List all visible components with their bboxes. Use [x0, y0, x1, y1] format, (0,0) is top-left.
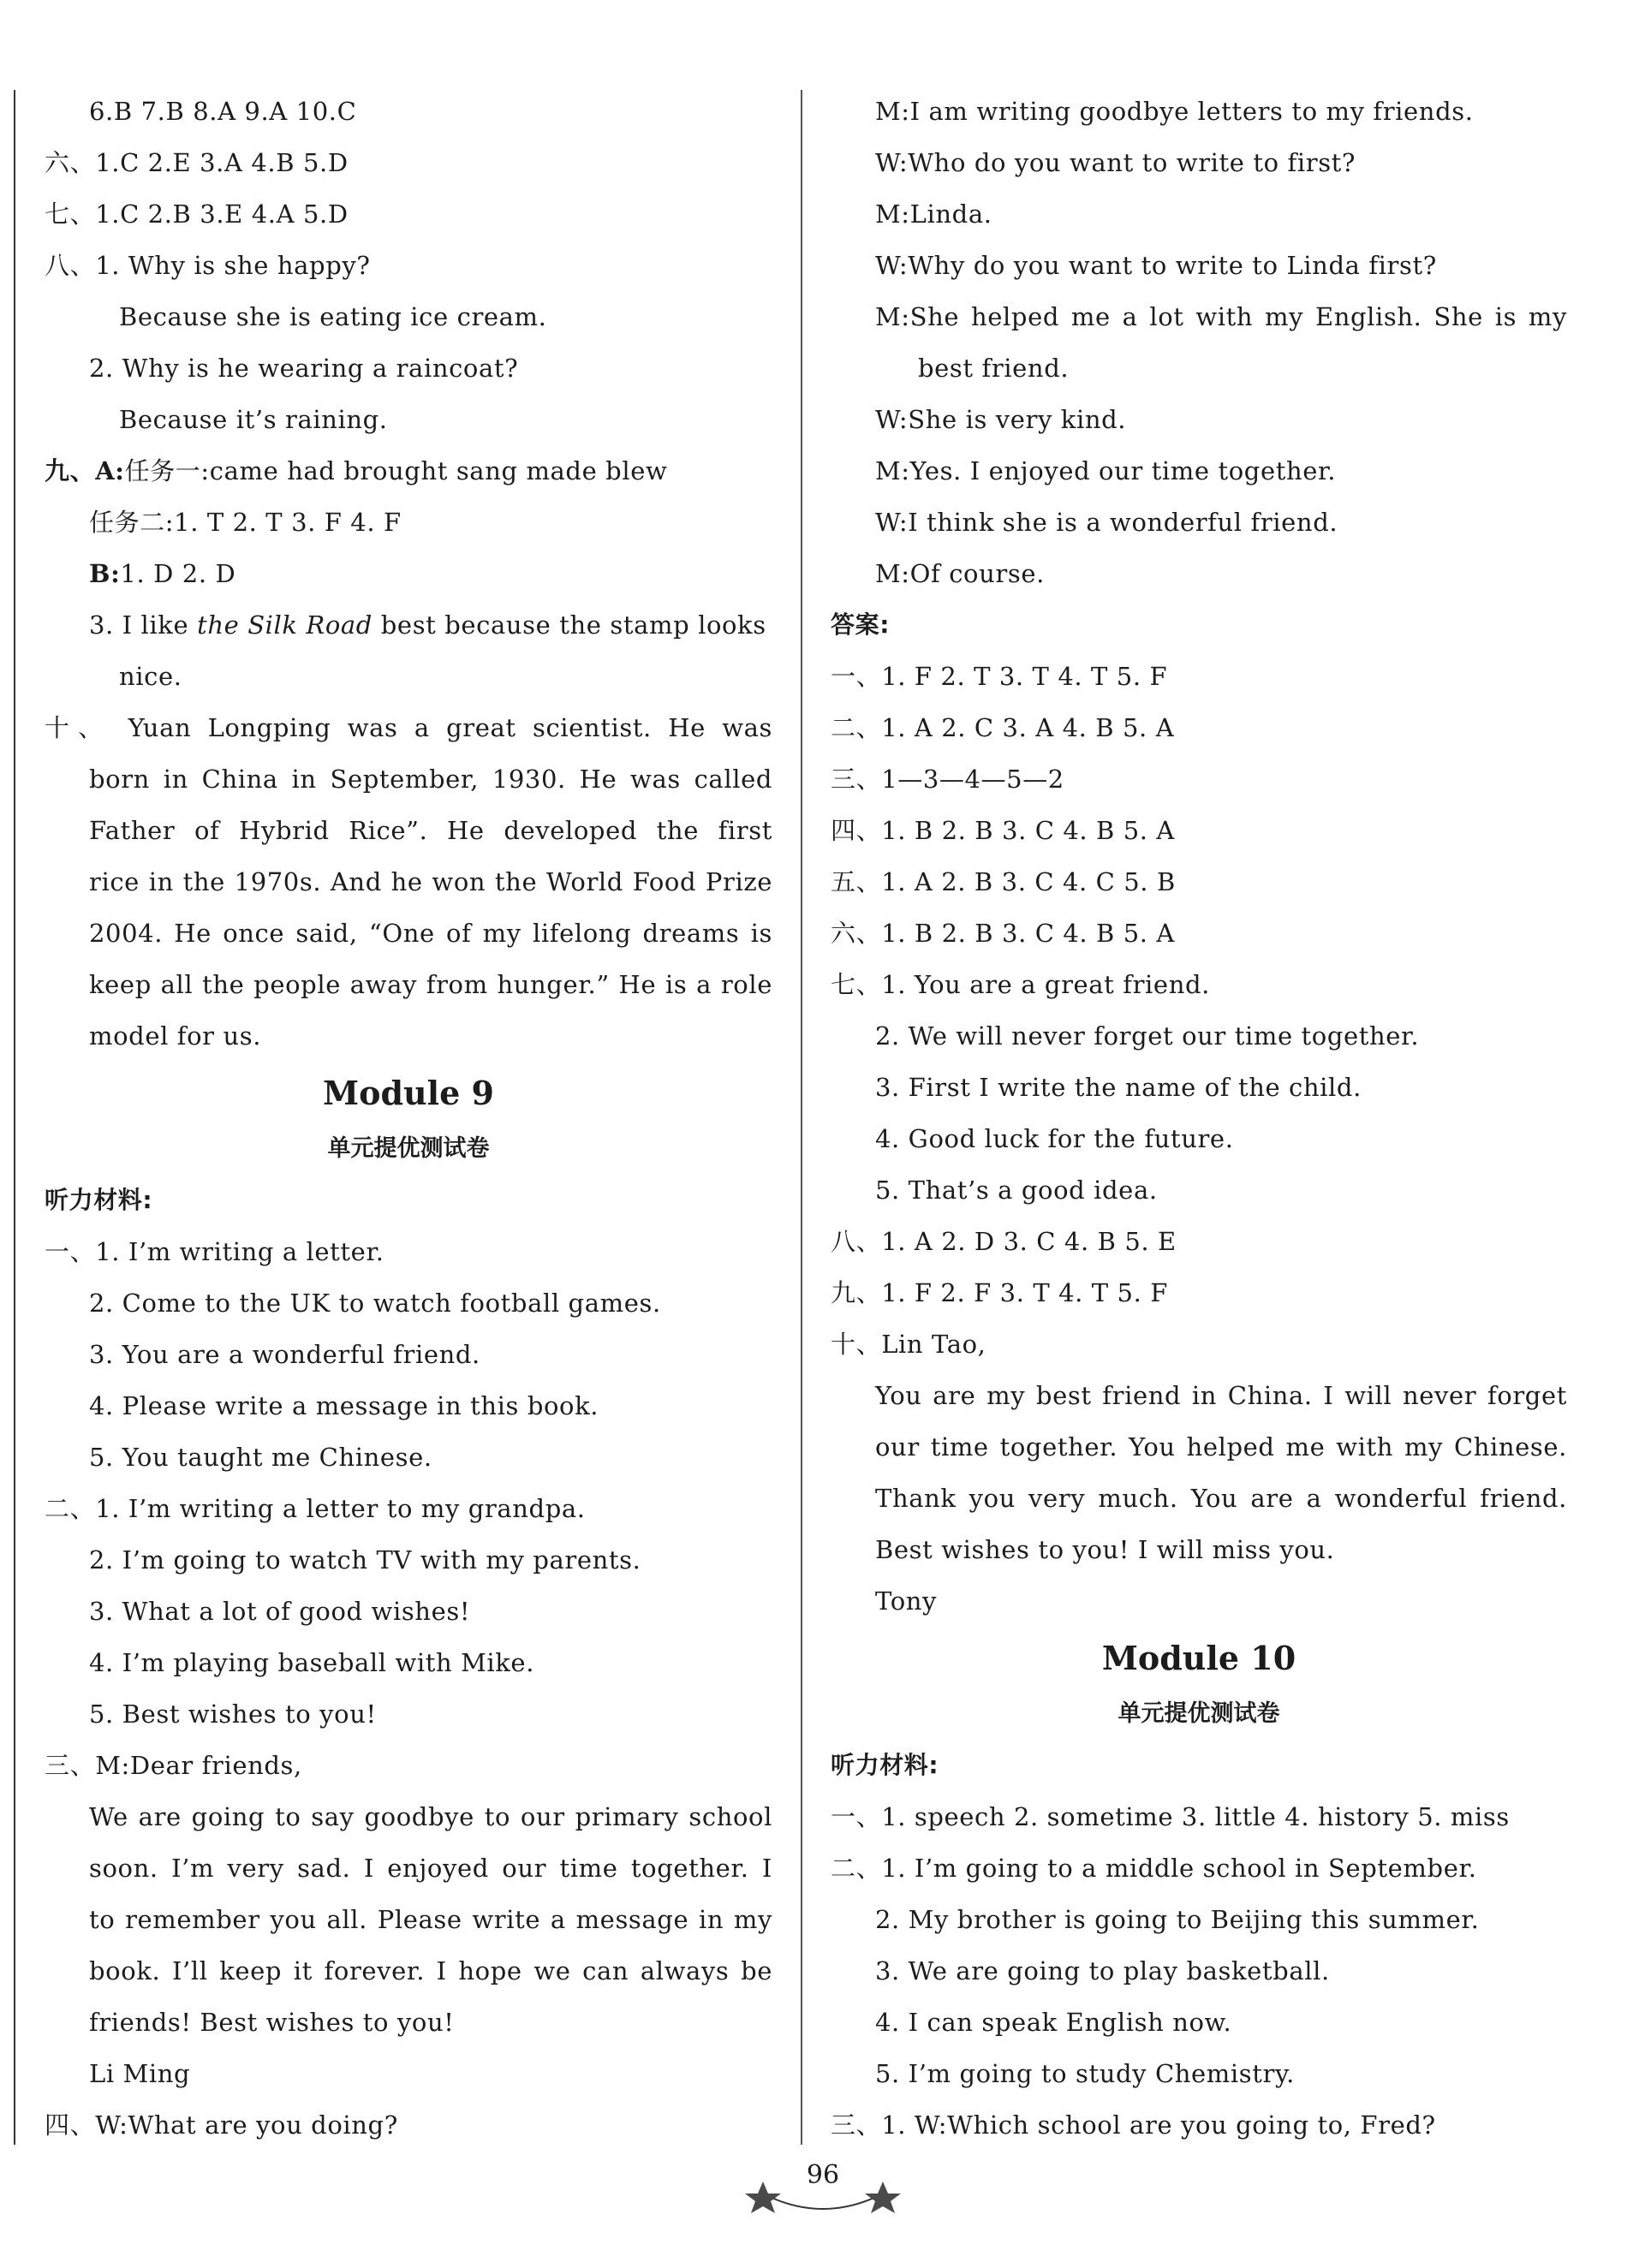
- script-line: W:Who do you want to write to first?: [875, 148, 1356, 177]
- paragraph-line: born in China in September, 1930. He was called: [89, 765, 772, 794]
- right-column: [831, 86, 1567, 2151]
- script-line: 3. We are going to play basketball.: [875, 1956, 1330, 1985]
- answer-line: 4. Good luck for the future.: [875, 1124, 1234, 1153]
- answer-line: 九、1. F 2. F 3. T 4. T 5. F: [831, 1278, 1168, 1307]
- paragraph-line: rice in the 1970s. And he won the World Food Prize: [89, 867, 772, 896]
- answer-text: 任务一:came had brought sang made blew: [124, 456, 668, 485]
- script-line: 4. Please write a message in this book.: [89, 1391, 599, 1420]
- paragraph-line: model for us.: [89, 1021, 262, 1051]
- answer-line: [45, 599, 772, 651]
- letter-line: Thank you very much. You are a wonderful friend.: [875, 1484, 1567, 1513]
- script-line: M:Of course.: [875, 559, 1045, 588]
- script-line: 三、M:Dear friends,: [45, 1751, 302, 1780]
- listening-heading: 听力材料:: [831, 1751, 939, 1779]
- script-line: 3. You are a wonderful friend.: [89, 1340, 480, 1369]
- script-line: book. I’ll keep it forever. I hope we can always be: [89, 1956, 772, 1985]
- answer-line: 七、1.C 2.B 3.E 4.A 5.D: [45, 199, 349, 229]
- script-line: 二、1. I’m writing a letter to my grandpa.: [45, 1494, 586, 1523]
- paragraph-line: Father of Hybrid Rice”. He developed the first: [89, 816, 772, 845]
- letter-line: Tony: [875, 1586, 938, 1616]
- page-number: 96: [806, 2160, 839, 2190]
- script-line: 2. I’m going to watch TV with my parents.: [89, 1545, 641, 1575]
- script-line: W:She is very kind.: [875, 405, 1127, 434]
- section-subtitle: 单元提优测试卷: [327, 1135, 490, 1162]
- answer-line: 十、Lin Tao,: [831, 1330, 986, 1359]
- answer-line: nice.: [119, 662, 182, 691]
- answer-line: 6.B 7.B 8.A 9.A 10.C: [89, 97, 357, 126]
- letter-line: our time together. You helped me with my Chinese.: [875, 1432, 1567, 1461]
- letter-line: You are my best friend in China. I will never forget: [875, 1381, 1567, 1410]
- answer-line: 一、1. F 2. T 3. T 4. T 5. F: [831, 662, 1168, 691]
- script-line: to remember you all. Please write a message in my: [89, 1905, 772, 1934]
- listening-heading: 听力材料:: [45, 1186, 153, 1214]
- answer-line: 三、1—3—4—5—2: [831, 765, 1064, 794]
- answer-line: 2. Why is he wearing a raincoat?: [89, 354, 519, 383]
- script-line: 2. My brother is going to Beijing this summer.: [875, 1905, 1480, 1934]
- page-footer: [0, 2159, 1645, 2219]
- answer-line: 八、1. Why is she happy?: [45, 251, 371, 280]
- answer-line: 五、1. A 2. B 3. C 4. C 5. B: [831, 867, 1176, 896]
- column-divider: [801, 90, 802, 2145]
- script-line: 4. I’m playing baseball with Mike.: [89, 1648, 535, 1677]
- left-column: [45, 86, 772, 2151]
- script-line: Li Ming: [89, 2059, 191, 2088]
- answer-line: 六、1.C 2.E 3.A 4.B 5.D: [45, 148, 349, 177]
- script-line: soon. I’m very sad. I enjoyed our time together. I: [89, 1854, 772, 1883]
- script-line: 三、1. W:Which school are you going to, Fred?: [831, 2110, 1436, 2140]
- paragraph-line: 2004. He once said, “One of my lifelong dreams is: [89, 919, 772, 948]
- answer-line: 任务二:1. T 2. T 3. F 4. F: [89, 508, 402, 537]
- script-line: 4. I can speak English now.: [875, 2008, 1232, 2037]
- script-line: M:Yes. I enjoyed our time together.: [875, 456, 1337, 485]
- script-line: 5. Best wishes to you!: [89, 1700, 377, 1729]
- script-line: M:She helped me a lot with my English. She is my: [875, 302, 1567, 331]
- answer-line: 二、1. A 2. C 3. A 4. B 5. A: [831, 713, 1175, 742]
- script-line: M:Linda.: [875, 199, 992, 229]
- answers-heading: 答案:: [831, 610, 890, 639]
- answer-line: 六、1. B 2. B 3. C 4. B 5. A: [831, 919, 1175, 948]
- answer-line: 5. That’s a good idea.: [875, 1176, 1158, 1205]
- script-line: friends! Best wishes to you!: [89, 2008, 455, 2037]
- answer-line: [45, 548, 772, 599]
- script-line: 一、1. speech 2. sometime 3. little 4. history 5. miss: [831, 1802, 1510, 1831]
- script-line: 5. I’m going to study Chemistry.: [875, 2059, 1295, 2088]
- answer-line: Because she is eating ice cream.: [119, 302, 547, 331]
- answer-line: [45, 445, 772, 497]
- script-line: best friend.: [918, 354, 1070, 383]
- module-title: Module 9: [323, 1074, 494, 1112]
- answer-line: 八、1. A 2. D 3. C 4. B 5. E: [831, 1227, 1177, 1256]
- paragraph-line: 十、 Yuan Longping was a great scientist. He was: [45, 713, 772, 742]
- answer-line: 3. First I write the name of the child.: [875, 1073, 1362, 1102]
- script-line: We are going to say goodbye to our primary school: [89, 1802, 772, 1831]
- section-subtitle: 单元提优测试卷: [1118, 1700, 1280, 1727]
- answer-label: 九、A:: [45, 456, 125, 485]
- answer-text: 3. I like: [89, 610, 198, 640]
- letter-line: Best wishes to you! I will miss you.: [875, 1535, 1335, 1564]
- answer-line: 七、1. You are a great friend.: [831, 970, 1210, 999]
- answer-label: B:: [89, 559, 121, 588]
- script-line: W:I think she is a wonderful friend.: [875, 508, 1338, 537]
- star-ornament-icon: [729, 2159, 917, 2219]
- script-line: W:Why do you want to write to Linda first?: [875, 251, 1437, 280]
- answer-line: 2. We will never forget our time together.: [875, 1021, 1420, 1051]
- script-line: 二、1. I’m going to a middle school in September.: [831, 1854, 1477, 1883]
- script-line: 2. Come to the UK to watch football games.: [89, 1289, 661, 1318]
- script-line: 3. What a lot of good wishes!: [89, 1597, 471, 1626]
- answer-line: Because it’s raining.: [119, 405, 388, 434]
- module-title: Module 10: [1101, 1639, 1296, 1677]
- answer-text: best because the stamp looks: [372, 610, 766, 640]
- page-left-rule: [14, 90, 15, 2145]
- script-line: 一、1. I’m writing a letter.: [45, 1237, 384, 1266]
- script-line: M:I am writing goodbye letters to my friends.: [875, 97, 1474, 126]
- script-line: 四、W:What are you doing?: [45, 2110, 398, 2140]
- answer-text: 1. D 2. D: [120, 559, 236, 588]
- answer-line: 四、1. B 2. B 3. C 4. B 5. A: [831, 816, 1175, 845]
- answer-italic: the Silk Road: [197, 610, 373, 640]
- script-line: 5. You taught me Chinese.: [89, 1443, 432, 1472]
- paragraph-line: keep all the people away from hunger.” He is a role: [89, 970, 772, 999]
